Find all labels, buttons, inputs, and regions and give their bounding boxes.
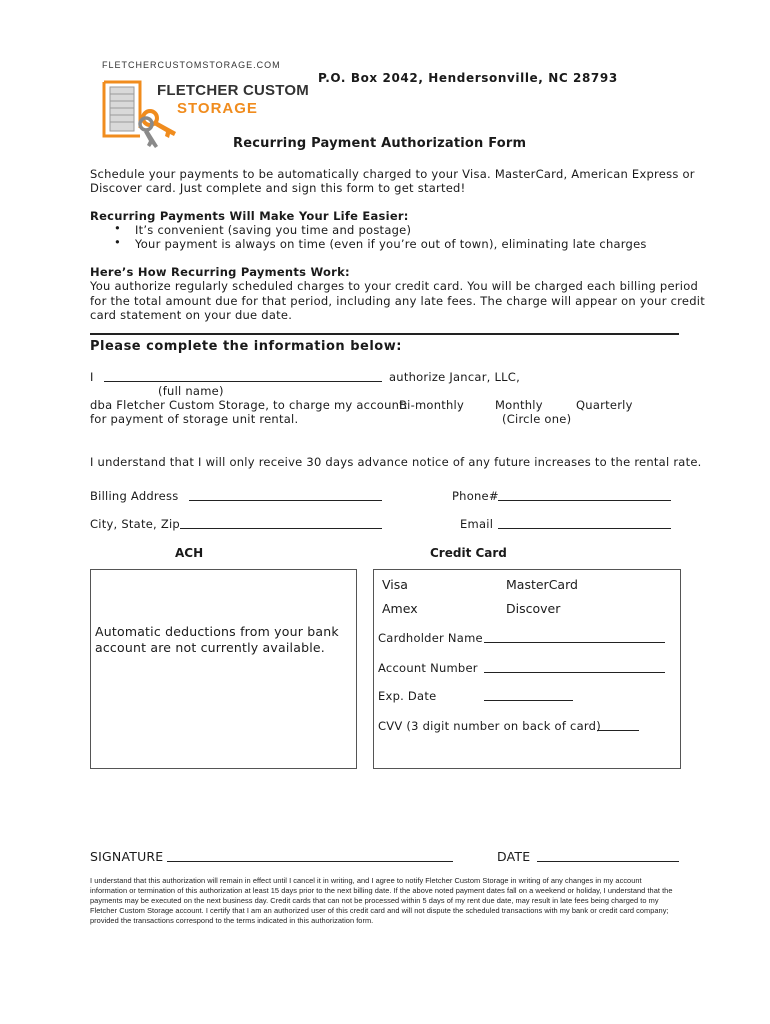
intro-line-1: Schedule your payments to be automatically charged to your Visa. MasterCard, American Express or: [90, 167, 695, 181]
form-heading: Please complete the information below:: [90, 339, 402, 354]
phone-field[interactable]: [498, 489, 671, 501]
dba-text: dba Fletcher Custom Storage, to charge my account:: [90, 398, 409, 412]
payment-text: for payment of storage unit rental.: [90, 412, 299, 426]
benefit-item: It’s convenient (saving you time and postage): [135, 223, 412, 237]
exp-date-label: Exp. Date: [378, 689, 437, 703]
email-field[interactable]: [498, 517, 671, 529]
ach-message-line-1: Automatic deductions from your bank: [95, 624, 339, 639]
signature-field[interactable]: [167, 849, 453, 862]
how-line: card statement on your due date.: [90, 308, 293, 322]
city-state-zip-field[interactable]: [180, 517, 382, 529]
billing-address-field[interactable]: [189, 489, 382, 501]
option-monthly[interactable]: Monthly: [495, 398, 543, 412]
date-label: DATE: [497, 849, 531, 864]
bullet-icon: •: [114, 235, 122, 249]
authorize-text: authorize Jancar, LLC,: [389, 370, 520, 384]
card-option-discover[interactable]: Discover: [506, 601, 561, 616]
card-option-amex[interactable]: Amex: [382, 601, 418, 616]
phone-label: Phone#: [452, 489, 499, 503]
credit-card-heading: Credit Card: [430, 546, 507, 560]
logo-url: FLETCHERCUSTOMSTORAGE.COM: [102, 60, 281, 70]
cvv-label: CVV (3 digit number on back of card): [378, 719, 601, 733]
date-field[interactable]: [537, 849, 679, 862]
circle-one-caption: (Circle one): [502, 412, 572, 426]
option-bi-monthly[interactable]: Bi-monthly: [399, 398, 465, 412]
full-name-caption: (full name): [158, 384, 224, 398]
email-label: Email: [460, 517, 494, 531]
signature-label: SIGNATURE: [90, 849, 164, 864]
ach-message-line-2: account are not currently available.: [95, 640, 325, 655]
option-quarterly[interactable]: Quarterly: [576, 398, 633, 412]
ach-heading: ACH: [175, 546, 204, 560]
logo-name-line2: STORAGE: [177, 100, 258, 117]
card-option-mastercard[interactable]: MasterCard: [506, 577, 578, 592]
rate-notice: I understand that I will only receive 30 days advance notice of any future increases to the rental rate.: [90, 455, 702, 469]
account-number-label: Account Number: [378, 661, 478, 675]
how-line: for the total amount due for that period, including any late fees. The charge will appear on your credit: [90, 294, 705, 308]
i-label: I: [90, 370, 94, 384]
bullet-icon: •: [114, 221, 122, 235]
city-state-zip-label: City, State, Zip: [90, 517, 180, 531]
billing-address-label: Billing Address: [90, 489, 179, 503]
how-line: You authorize regularly scheduled charges to your credit card. You will be charged each billing period: [90, 279, 699, 293]
cardholder-name-label: Cardholder Name: [378, 631, 483, 645]
authorization-terms: I understand that this authorization will remain in effect until I cancel it in writing, and I agree to notify Fletcher Custom Storage in writing of any changes in my account information or termination of this authorization at least 15 days prior to the next billing date. If the above noted payment dates fall on a weekend or holiday, I understand that the payments may be executed on the next business day. Credit cards that can not be processed within 5 days of my rent due date, may result in late fees being charged to my Fletcher Custom Storage account. I certify that I am an authorized user of this credit card and will not dispute the scheduled transactions with my bank or credit card company; provided the transactions correspond to the terms indicated in this authorization form.: [90, 876, 673, 925]
section-divider: [90, 333, 679, 335]
ach-box: [90, 569, 357, 769]
cardholder-name-field[interactable]: [484, 631, 665, 643]
full-name-field[interactable]: [104, 370, 382, 382]
how-heading: Here’s How Recurring Payments Work:: [90, 265, 350, 279]
cvv-field[interactable]: [597, 719, 639, 731]
exp-date-field[interactable]: [484, 689, 573, 701]
account-number-field[interactable]: [484, 661, 665, 673]
intro-line-2: Discover card. Just complete and sign this form to get started!: [90, 181, 466, 195]
logo-name-line1: FLETCHER CUSTOM: [157, 82, 309, 99]
benefit-item: Your payment is always on time (even if you’re out of town), eliminating late charges: [135, 237, 647, 251]
card-option-visa[interactable]: Visa: [382, 577, 408, 592]
benefits-heading: Recurring Payments Will Make Your Life Easier:: [90, 209, 409, 223]
form-title: Recurring Payment Authorization Form: [233, 136, 527, 151]
company-address: P.O. Box 2042, Hendersonville, NC 28793: [318, 71, 618, 85]
